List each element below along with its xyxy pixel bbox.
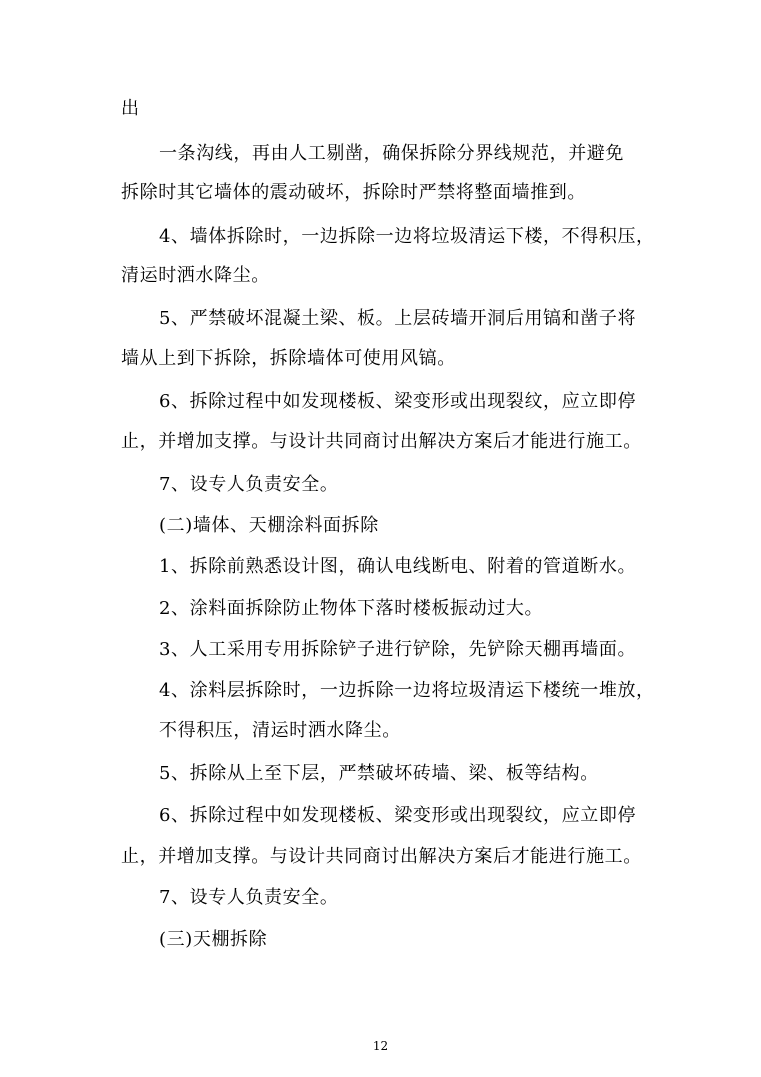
text-line: 出 <box>121 98 140 119</box>
text-line: 不得积压，清运时洒水降尘。 <box>159 720 401 741</box>
text-line: 4、涂料层拆除时，一边拆除一边将垃圾清运下楼统一堆放， <box>159 680 655 701</box>
text-line: 7、设专人负责安全。 <box>159 474 339 495</box>
text-line: 6、拆除过程中如发现楼板、梁变形或出现裂纹，应立即停 <box>159 391 637 412</box>
text-line: 止，并增加支撑。与设计共同商讨出解决方案后才能进行施工。 <box>121 846 642 867</box>
section-heading: (三)天棚拆除 <box>159 929 268 950</box>
text-line: 清运时洒水降尘。 <box>121 265 270 286</box>
text-line: 1、拆除前熟悉设计图，确认电线断电、附着的管道断水。 <box>159 556 637 577</box>
text-line: 3、人工采用专用拆除铲子进行铲除，先铲除天棚再墙面。 <box>159 639 637 660</box>
text-line: 一条沟线，再由人工剔凿，确保拆除分界线规范，并避免 <box>159 143 624 164</box>
text-line: 5、拆除从上至下层，严禁破坏砖墙、梁、板等结构。 <box>159 763 599 784</box>
text-line: 5、严禁破坏混凝土梁、板。上层砖墙开洞后用镐和凿子将 <box>159 308 637 329</box>
text-line: 拆除时其它墙体的震动破坏，拆除时严禁将整面墙推到。 <box>121 182 586 203</box>
text-line: 止，并增加支撑。与设计共同商讨出解决方案后才能进行施工。 <box>121 431 642 452</box>
page-number: 12 <box>372 1039 389 1053</box>
text-line: 2、涂料面拆除防止物体下落时楼板振动过大。 <box>159 598 544 619</box>
text-line: 6、拆除过程中如发现楼板、梁变形或出现裂纹，应立即停 <box>159 805 637 826</box>
section-heading: (二)墙体、天棚涂料面拆除 <box>159 515 379 536</box>
text-line: 4、墙体拆除时，一边拆除一边将垃圾清运下楼，不得积压， <box>159 226 655 247</box>
text-line: 墙从上到下拆除，拆除墙体可使用风镐。 <box>121 348 456 369</box>
text-line: 7、设专人负责安全。 <box>159 887 339 908</box>
